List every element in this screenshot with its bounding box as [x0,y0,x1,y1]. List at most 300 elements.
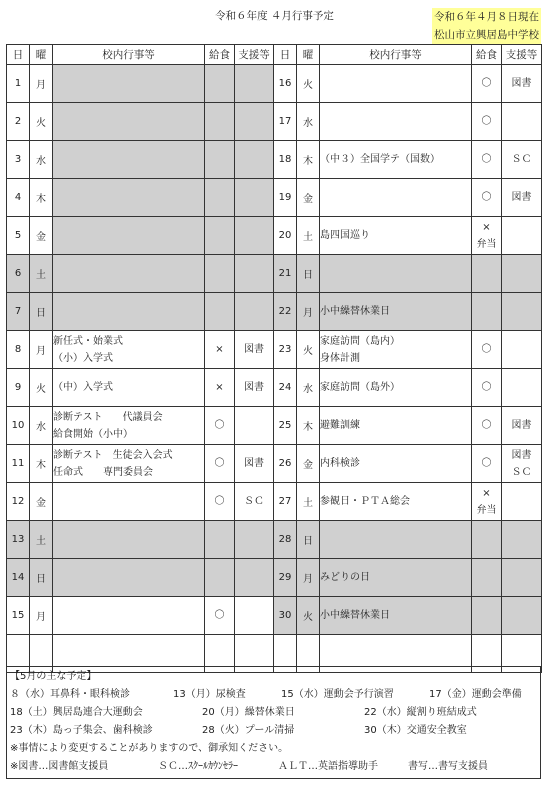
support-mark: ＳＣ [244,496,264,507]
lunch-mark: 〇 [214,458,225,469]
table-row [7,141,542,179]
events-cell [53,559,205,597]
legend-item: ※図書…図書館支援員 [10,761,109,772]
day-number: 20 [278,230,292,241]
weekday-cell [30,179,53,217]
day-cell [7,369,30,407]
events-cell [320,483,472,521]
support-cell [502,293,542,331]
events-cell [53,407,205,445]
weekday: 火 [36,384,46,395]
col-weekday: 曜 [297,45,320,65]
may-row [10,704,537,722]
weekday: 土 [36,270,46,281]
support-cell [502,369,542,407]
weekday: 日 [303,536,313,547]
events-cell [320,597,472,635]
col-day: 日 [7,45,30,65]
may-item: 28（火）プール清掃 [202,725,295,736]
table-row [7,445,542,483]
support-cell [502,445,542,483]
weekday-cell [297,217,320,255]
legend-item: ＡＬＴ…英語指導助手 [278,761,378,772]
school-name: 松山市立興居島中学校 [434,29,539,41]
support-cell [235,217,274,255]
event-line: みどりの日 [320,572,370,583]
lunch-cell [205,369,235,407]
day-number: 21 [278,268,292,279]
event-line: （中３）全国学テ（国数） [320,154,440,165]
lunch-cell [205,483,235,521]
weekday-cell [30,65,53,103]
weekday-cell [30,217,53,255]
day-cell [7,293,30,331]
support-mark: 図書 [244,382,264,393]
table-row [7,179,542,217]
col-lunch: 給食 [205,45,235,65]
day-number: 19 [278,192,292,203]
support-cell [235,293,274,331]
may-item: 22（水）縦割り班結成式 [364,707,477,718]
day-number: 6 [14,268,22,279]
support-mark: 図書 [244,458,264,469]
day-cell [7,521,30,559]
weekday: 月 [36,346,46,357]
lunch-mark: × [482,487,491,499]
day-cell [274,179,297,217]
support-cell [502,331,542,369]
weekday: 土 [303,232,313,243]
day-cell [274,559,297,597]
day-number: 14 [11,572,25,583]
weekday-cell [30,521,53,559]
day-cell [274,521,297,559]
lunch-mark: 〇 [481,116,492,127]
events-cell [53,217,205,255]
lunch-mark: 〇 [481,458,492,469]
lunch-mark: 〇 [481,382,492,393]
weekday: 金 [36,232,46,243]
day-cell [7,483,30,521]
col-lunch: 給食 [472,45,502,65]
may-row [10,722,537,740]
weekday: 月 [303,308,313,319]
day-cell [7,331,30,369]
events-cell [320,217,472,255]
may-title: 【5月の主な予定】 [10,671,97,682]
weekday-cell [297,179,320,217]
event-line: （小）入学式 [53,352,113,364]
events-cell [320,559,472,597]
weekday-cell [30,369,53,407]
lunch-cell [472,407,502,445]
events-cell [320,65,472,103]
support-cell [502,483,542,521]
day-number: 25 [278,420,292,431]
weekday-cell [297,331,320,369]
lunch-mark: 〇 [481,192,492,203]
event-line: 内科検診 [320,458,360,469]
day-cell [274,217,297,255]
events-cell [320,331,472,369]
events-cell [320,445,472,483]
weekday-cell [30,407,53,445]
weekday-cell [297,369,320,407]
lunch-cell [205,597,235,635]
col-support: 支援等 [502,45,542,65]
events-cell [53,293,205,331]
day-number: 23 [278,344,292,355]
weekday-cell [297,407,320,445]
lunch-note: 弁当 [476,504,497,516]
support-mark: 図書 [511,420,532,431]
lunch-cell [472,369,502,407]
weekday-cell [297,597,320,635]
event-line: 給食開始（小中） [53,428,133,440]
lunch-cell [205,293,235,331]
may-item: 23（木）島っ子集会、歯科検診 [10,725,153,736]
table-header-row [7,45,542,65]
col-events: 校内行事等 [53,45,205,65]
support-cell [235,597,274,635]
day-number: 22 [278,306,292,317]
day-number: 16 [278,78,292,89]
lunch-cell [472,217,502,255]
table-row [7,293,542,331]
event-line: 家庭訪問（島内） [320,335,400,347]
may-row [10,686,537,704]
weekday-cell [30,141,53,179]
day-number: 4 [14,192,22,203]
events-cell [320,369,472,407]
events-cell [53,331,205,369]
as-of-date: 令和６年４月８日現在 [434,11,539,23]
weekday: 月 [303,574,313,585]
day-cell [7,179,30,217]
table-row [7,559,542,597]
event-line: 小中繰替休業日 [320,610,390,621]
lunch-mark: × [482,221,491,233]
weekday: 日 [303,270,313,281]
day-cell [274,331,297,369]
support-cell [235,141,274,179]
weekday-cell [30,597,53,635]
day-cell [7,217,30,255]
lunch-cell [472,141,502,179]
page-header [0,4,549,42]
day-number: 15 [11,610,25,621]
lunch-mark: 〇 [481,420,492,431]
day-cell [274,293,297,331]
may-item: 13（月）尿検査 [173,689,246,700]
weekday-cell [297,65,320,103]
events-cell [320,103,472,141]
may-item: 20（月）繰替休業日 [202,707,295,718]
support-mark: ＳＣ [511,154,532,165]
weekday-cell [30,293,53,331]
day-cell [274,141,297,179]
weekday: 木 [36,460,46,471]
lunch-mark: 〇 [214,610,225,621]
support-mark: 図書 [511,192,532,203]
weekday-cell [297,255,320,293]
weekday: 火 [303,612,313,623]
event-line: 診断テスト 生徒会入会式 [53,449,173,461]
table-row [7,597,542,635]
weekday-cell [297,445,320,483]
support-cell [235,331,274,369]
weekday-cell [297,559,320,597]
lunch-cell [472,293,502,331]
events-cell [53,521,205,559]
weekday: 水 [36,156,46,167]
day-number: 30 [278,610,292,621]
table-row [7,331,542,369]
event-line: 小中繰替休業日 [320,306,390,317]
lunch-cell [472,255,502,293]
lunch-cell [472,483,502,521]
support-cell [235,521,274,559]
legend-item: 書写…書写支援員 [408,761,488,772]
day-number: 29 [278,572,292,583]
support-mark: ＳＣ [511,466,532,478]
support-cell [235,179,274,217]
day-number: 8 [14,344,22,355]
events-cell [320,293,472,331]
support-cell [502,255,542,293]
event-line: （中）入学式 [53,382,113,393]
day-cell [274,445,297,483]
lunch-cell [472,103,502,141]
events-cell [53,369,205,407]
lunch-cell [205,141,235,179]
lunch-cell [472,597,502,635]
lunch-cell [472,65,502,103]
weekday-cell [297,293,320,331]
table-row [7,407,542,445]
may-item: ８（水）耳鼻科・眼科検診 [10,689,130,700]
lunch-cell [205,559,235,597]
support-cell [502,65,542,103]
table-row [7,369,542,407]
day-cell [274,255,297,293]
day-cell [274,597,297,635]
day-number: 10 [11,420,25,431]
lunch-cell [472,521,502,559]
may-item: 18（土）興居島連合大運動会 [10,707,143,718]
support-cell [502,597,542,635]
weekday-cell [297,103,320,141]
day-cell [7,65,30,103]
day-number: 1 [14,78,22,89]
lunch-cell [472,559,502,597]
support-cell [235,483,274,521]
events-cell [53,445,205,483]
support-cell [235,255,274,293]
weekday-cell [30,255,53,293]
col-events: 校内行事等 [320,45,472,65]
event-line: 家庭訪問（島外） [320,382,400,393]
weekday: 土 [303,498,313,509]
events-cell [53,141,205,179]
event-line: 任命式 専門委員会 [53,466,153,478]
support-cell [502,407,542,445]
day-number: 13 [11,534,25,545]
table-row [7,65,542,103]
weekday-cell [30,331,53,369]
day-cell [7,103,30,141]
day-number: 3 [14,154,22,165]
day-cell [274,407,297,445]
lunch-mark: × [215,344,224,355]
support-cell [502,217,542,255]
event-line: 避難訓練 [320,420,360,431]
day-number: 2 [14,116,22,127]
table-row [7,521,542,559]
day-number: 17 [278,116,292,127]
table-row [7,483,542,521]
support-cell [235,445,274,483]
col-support: 支援等 [235,45,274,65]
events-cell [53,483,205,521]
support-cell [502,103,542,141]
day-number: 7 [14,306,22,317]
table-row [7,103,542,141]
weekday: 木 [303,156,313,167]
weekday-cell [297,521,320,559]
weekday-cell [30,103,53,141]
support-cell [235,65,274,103]
may-schedule-box [6,666,541,779]
day-number: 18 [278,154,292,165]
lunch-cell [472,179,502,217]
header-info [432,8,541,44]
events-cell [320,521,472,559]
support-cell [502,559,542,597]
weekday-cell [30,559,53,597]
support-cell [502,521,542,559]
day-cell [7,445,30,483]
events-cell [53,65,205,103]
support-cell [235,369,274,407]
day-cell [7,597,30,635]
support-cell [235,407,274,445]
schedule-table [6,44,542,673]
weekday: 水 [303,384,313,395]
events-cell [320,179,472,217]
weekday: 土 [36,536,46,547]
lunch-cell [205,255,235,293]
weekday-cell [30,483,53,521]
weekday: 金 [36,498,46,509]
event-line: 診断テスト 代議員会 [53,411,163,423]
events-cell [53,179,205,217]
weekday: 日 [36,308,46,319]
weekday: 金 [303,194,313,205]
event-line: 参観日・ＰＴＡ総会 [320,496,410,507]
col-day: 日 [274,45,297,65]
weekday-cell [30,445,53,483]
lunch-mark: × [215,382,224,393]
support-cell [235,103,274,141]
support-mark: 図書 [244,344,264,355]
day-number: 12 [11,496,25,507]
day-number: 11 [11,458,25,469]
day-cell [7,407,30,445]
day-cell [7,559,30,597]
lunch-cell [205,65,235,103]
weekday: 木 [36,194,46,205]
support-cell [502,141,542,179]
lunch-cell [205,407,235,445]
lunch-mark: 〇 [214,420,225,431]
lunch-cell [205,103,235,141]
events-cell [320,141,472,179]
weekday: 水 [303,118,313,129]
events-cell [53,597,205,635]
event-line: 身体計測 [320,352,360,364]
day-number: 26 [278,458,292,469]
support-mark: 図書 [511,78,532,89]
page-title: 令和６年度 ４月行事予定 [215,10,334,22]
day-cell [274,369,297,407]
day-number: 5 [14,230,22,241]
events-cell [53,255,205,293]
day-cell [274,483,297,521]
events-cell [320,407,472,445]
lunch-cell [205,179,235,217]
weekday: 木 [303,422,313,433]
event-line: 新任式・始業式 [53,335,123,347]
weekday: 月 [36,80,46,91]
support-cell [235,559,274,597]
day-cell [7,255,30,293]
legend-note [10,758,537,776]
may-item: 15（水）運動会予行演習 [281,689,394,700]
events-cell [53,103,205,141]
weekday: 火 [36,118,46,129]
table-row [7,217,542,255]
table-row [7,255,542,293]
weekday: 火 [303,346,313,357]
legend-item: ＳＣ…ｽｸｰﾙｶｳﾝｾﾗｰ [158,761,238,772]
lunch-mark: 〇 [214,496,225,507]
lunch-note: 弁当 [476,238,497,250]
support-cell [502,179,542,217]
lunch-cell [472,331,502,369]
weekday: 日 [36,574,46,585]
day-number: 24 [278,382,292,393]
weekday: 火 [303,80,313,91]
day-number: 9 [14,382,22,393]
lunch-cell [205,445,235,483]
change-note: ※事情により変更することがありますので、御承知ください。 [10,743,289,754]
weekday-cell [297,483,320,521]
day-cell [274,65,297,103]
day-cell [7,141,30,179]
col-weekday: 曜 [30,45,53,65]
lunch-cell [205,331,235,369]
weekday: 月 [36,612,46,623]
day-number: 27 [278,496,292,507]
events-cell [320,255,472,293]
event-line: 島四国巡り [320,230,370,241]
lunch-mark: 〇 [481,78,492,89]
may-item: 17（金）運動会準備 [429,689,522,700]
lunch-cell [205,521,235,559]
day-number: 28 [278,534,292,545]
may-item: 30（木）交通安全教室 [364,725,467,736]
